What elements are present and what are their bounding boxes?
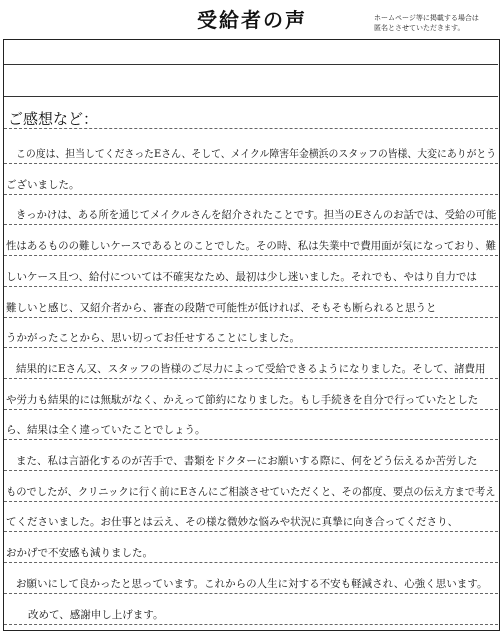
- form-rule: [4, 194, 498, 195]
- page-title: 受給者の声: [197, 8, 307, 32]
- anonymity-note-line-1: ホームページ等に掲載する場合は: [374, 14, 479, 22]
- form-rule: [4, 593, 498, 594]
- text-line: お願いにして良かったと思っています。これからの人生に対する不安も軽減され、心強く思います。: [16, 577, 488, 590]
- form-rule: [4, 470, 498, 471]
- anonymity-note-line-2: 匿名とさせていただきます。: [374, 24, 465, 32]
- form-rule: [4, 163, 498, 164]
- text-line: や労力も結果的には無駄がなく、かえって節約になりました。もし手続きを自分で行っていたとした: [6, 393, 479, 406]
- form-rule: [4, 624, 498, 625]
- text-line: 難しいと感じ、又紹介者から、審査の段階で可能性が低ければ、そもそも断られると思うと: [6, 301, 437, 314]
- text-line: きっかけは、ある所を通じてメイクルさんを紹介されたことです。担当のEさんのお話では、受給の可能: [16, 209, 497, 222]
- anonymity-note: [374, 13, 502, 33]
- form-rule: [4, 255, 498, 256]
- text-line: ものでしたが、クリニックに行く前にEさんにご相談させていただくと、その都度、要点の伝え方まで考え: [6, 485, 496, 498]
- text-line: この度は、担当してくださったEさん、そして、メイクル障害年金横浜のスタッフの皆様、大変にありがとう: [16, 148, 497, 160]
- form-rule: [4, 439, 498, 440]
- form-rule: [4, 531, 498, 532]
- form-rule: [4, 64, 498, 65]
- form-rule: [4, 378, 498, 379]
- section-heading: ご感想など：: [8, 110, 99, 128]
- text-line: 性はあるものの難しいケースであるとのことでした。その時、私は失業中で費用面が気になっており、難: [6, 240, 497, 253]
- text-line: おかげで不安感も減りました。: [6, 547, 153, 560]
- form-rule: [4, 347, 498, 348]
- form-rule: [4, 562, 498, 563]
- form-rule: [4, 286, 498, 287]
- text-line: ら、結果は全く違っていたことでしょう。: [6, 424, 206, 437]
- form-rule: [4, 96, 498, 97]
- form-rule: [4, 224, 498, 225]
- text-line: うかがったことから、思い切ってお任せすることにしました。: [6, 332, 300, 345]
- form-rule: [4, 501, 498, 502]
- text-line: 改めて、感謝申し上げます。: [28, 608, 164, 621]
- text-line: また、私は言語化するのが苦手で、書類をドクターにお願いする際に、何をどう伝えるか苦労した: [16, 455, 478, 467]
- text-line: しいケース且つ、給付については不確実なため、最初は少し迷いました。それでも、やはり自力では: [6, 270, 477, 283]
- form-rule: [4, 409, 498, 410]
- form-rule: [4, 317, 498, 318]
- text-line: ございました。: [6, 178, 80, 191]
- text-line: てくださいました。お仕事とは云え、その様な微妙な悩みや状況に真摯に向き合ってくださり、: [6, 516, 459, 529]
- text-line: 結果的にEさん又、スタッフの皆様のご尽力によって受給できるようになりました。そして、諸費用: [16, 362, 486, 375]
